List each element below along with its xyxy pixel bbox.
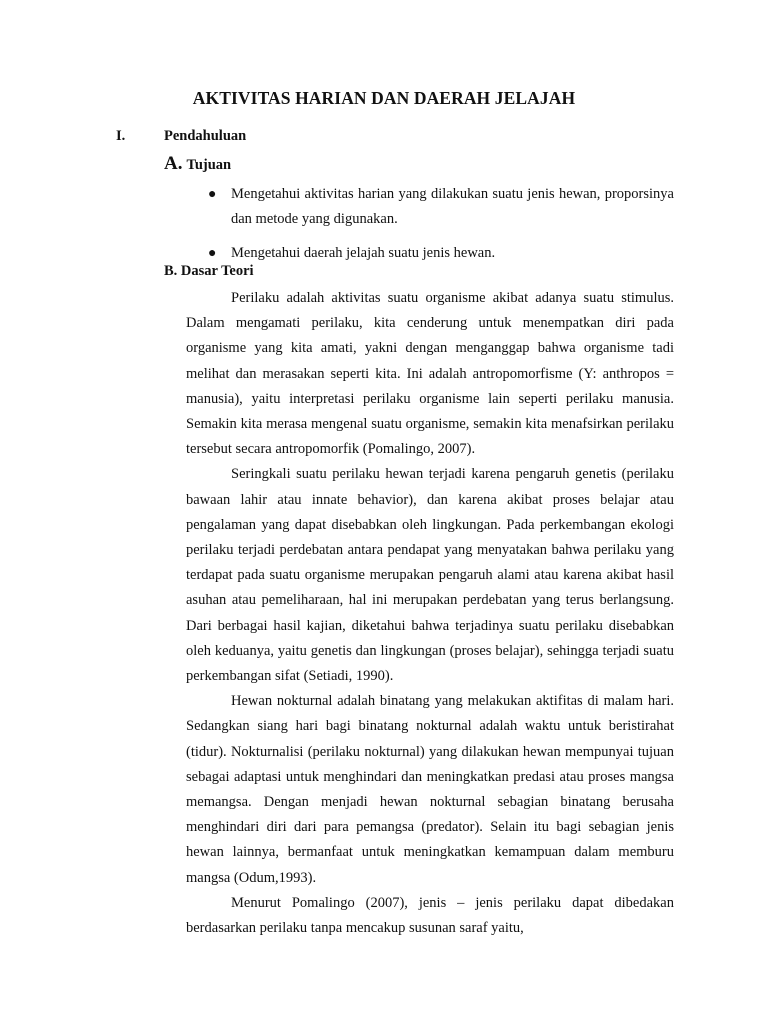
list-item-text: Mengetahui aktivitas harian yang dilakukan suatu jenis hewan, proporsinya dan metode yang digunakan. [231,186,674,227]
paragraph: Menurut Pomalingo (2007), jenis – jenis perilaku dapat dibedakan berdasarkan perilaku tanpa mencakup susunan saraf yaitu, [186,894,674,937]
list-item [208,241,674,266]
section-number: I. [116,128,126,144]
document-title: AKTIVITAS HARIAN DAN DAERAH JELAJAH [192,88,576,108]
objectives-list [208,182,674,275]
subsection-a-heading [164,153,231,175]
list-item [208,182,674,232]
subsection-b-heading: B. Dasar Teori [164,263,254,279]
bullet-icon: ● [208,246,217,261]
list-item-text: Mengetahui daerah jelajah suatu jenis hewan. [231,245,496,261]
paragraph: Perilaku adalah aktivitas suatu organisme akibat adanya suatu stimulus. Dalam mengamati perilaku, kita cenderung untuk menempatkan diri pada organisme yang kita amati, yakni dengan menganggap bahwa organisme tadi melihat dan merasakan seperti kita. Ini adalah antropomorfisme (Y: anthropos = manusia), yaitu interpretasi perilaku organisme lain seperti perilaku manusia. Semakin kita merasa mengenal suatu organisme, semakin kita menafsirkan perilaku tersebut secara antropomorfik (Pomalingo, 2007). [186,290,674,458]
subsection-a-label: Tujuan [186,157,232,173]
section-heading: Pendahuluan [164,128,247,144]
subsection-a-letter: A. [164,153,183,174]
paragraph: Seringkali suatu perilaku hewan terjadi karena pengaruh genetis (perilaku bawaan lahir atau innate behavior), dan karena akibat proses belajar atau pengalaman yang dapat disebabkan oleh lingkungan. Pada perkembangan ekologi perilaku terjadi perdebatan antara pendapat yang menyatakan bahwa perilaku yang terdapat pada suatu organisme merupakan pengaruh alami atau karena akibat hasil asuhan atau pemeliharaan, hal ini merupakan perdebatan yang terus berlangsung. Dari berbagai hasil kajian, diketahui bahwa terjadinya suatu perilaku disebabkan oleh keduanya, yaitu genetis dan lingkungan (proses belajar), sehingga terjadi suatu perkembangan sifat (Setiadi, 1990). [186,466,674,685]
bullet-icon: ● [208,187,217,202]
paragraph: Hewan nokturnal adalah binatang yang melakukan aktifitas di malam hari. Sedangkan siang hari bagi binatang nokturnal adalah waktu untuk beristirahat (tidur). Nokturnalisi (perilaku nokturnal) yang dilakukan hewan mempunyai tujuan sebagai adaptasi untuk menghindari dan meningkatkan predasi atau proses mangsa memangsa. Dengan menjadi hewan nokturnal sebagian binatang berusaha menghindari diri dari para pemangsa (predator). Selain itu bagi sebagian jenis hewan lainnya, bermanfaat untuk meningkatkan kemampuan dalam memburu mangsa (Odum,1993). [186,693,674,886]
body-text [186,286,674,941]
